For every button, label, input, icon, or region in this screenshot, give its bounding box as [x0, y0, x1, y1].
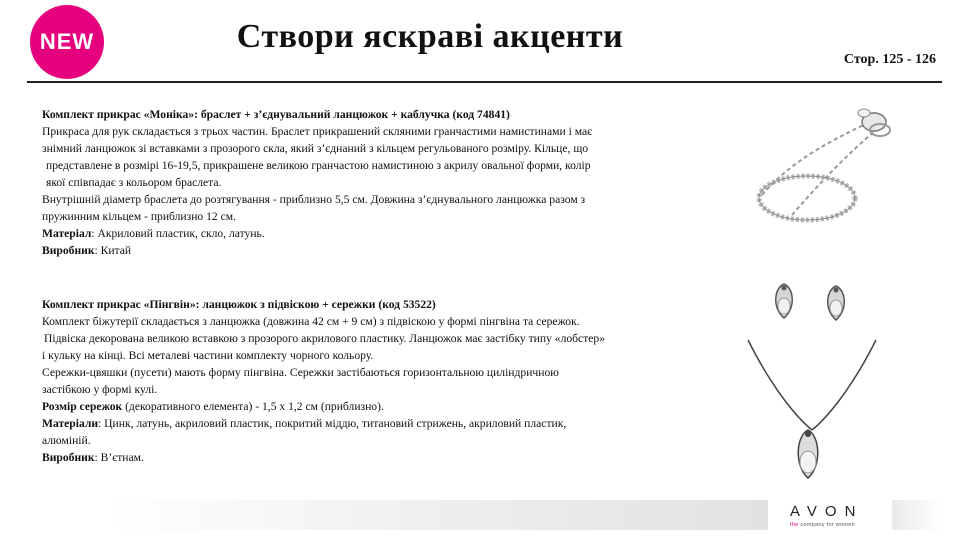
materials-line-cont: алюміній.	[42, 434, 91, 447]
description-line: Комплект біжутерії складається з ланцюжка (довжина 42 см + 9 см) з підвіскою у формі пінгвіна та сережок.	[42, 315, 580, 328]
necklace-image	[742, 338, 882, 508]
avon-logo	[790, 503, 880, 528]
materials-value: : Цинк, латунь, акриловий пластик, покритий міддю, титановий стрижень, акриловий пластик,	[98, 417, 567, 430]
description-line: пружинним кільцем - приблизно 12 см.	[42, 210, 236, 223]
description-line: якої співпадає з кольором браслета.	[46, 176, 222, 189]
product-title: Комплект прикрас «Моніка»: браслет + з’єднувальний ланцюжок + каблучка (код 74841)	[42, 108, 510, 121]
page-numbers: Стор. 125 - 126	[843, 52, 936, 67]
page-title: Створи яскраві акценти	[236, 18, 624, 55]
maker-label: Виробник	[42, 244, 95, 257]
product-pingvin	[42, 296, 682, 466]
material-line	[42, 225, 682, 242]
materials-label: Матеріали	[42, 417, 99, 430]
avon-wordmark: AVON	[790, 503, 864, 520]
size-value: (декоративного елемента) - 1,5 х 1,2 см (приблизно).	[122, 400, 384, 413]
product-title: Комплект прикрас «Пінгвін»: ланцюжок з підвіскою + сережки (код 53522)	[42, 298, 436, 311]
description-line: Сережки-цвяшки (пусети) мають форму пінгвіна. Сережки застібаються горизонтальною циліндричною	[42, 366, 559, 379]
description-line: Підвіска декорована великою вставкою з прозорого акрилового пластику. Ланцюжок має застібку типу «лобстер»	[44, 332, 606, 345]
maker-line	[42, 449, 682, 466]
size-label: Розмір сережок	[42, 400, 123, 413]
material-label: Матеріал	[42, 227, 92, 240]
maker-label: Виробник	[42, 451, 95, 464]
maker-value: : Китай	[94, 244, 132, 257]
material-value: : Акриловий пластик, скло, латунь.	[91, 227, 265, 240]
avon-tagline: the company for women	[790, 522, 855, 528]
description-line: представлене в розмірі 16-19,5, прикрашене великою гранчастою намистиною з акрилу овальної форми, колір	[46, 159, 591, 172]
description-line: знімний ланцюжок зі вставками з прозорого скла, який з’єднаний з кільцем регульованого розміру. Кільце, що	[42, 142, 589, 155]
materials-line	[42, 415, 682, 432]
maker-value: : В’єтнам.	[94, 451, 144, 464]
bracelet-image	[752, 100, 897, 230]
footer-bar	[108, 500, 768, 530]
description-line: Внутрішній діаметр браслета до розтягування - приблизно 5,5 см. Довжина з’єднувального ланцюжка разом з	[42, 193, 586, 206]
size-line	[42, 398, 682, 415]
new-badge-label: NEW	[39, 29, 95, 54]
earrings-image	[764, 278, 864, 328]
description-line: застібкою у формі кулі.	[42, 383, 158, 396]
header-divider	[27, 81, 942, 83]
description-line: Прикраса для рук складається з трьох частин. Браслет прикрашений скляними гранчастими намистинами і має	[42, 125, 593, 138]
product-monika	[42, 106, 682, 259]
description-line: і кульку на кінці. Всі металеві частини комплекту чорного кольору.	[42, 349, 374, 362]
footer-bar-right	[892, 500, 942, 530]
maker-line	[42, 242, 682, 259]
